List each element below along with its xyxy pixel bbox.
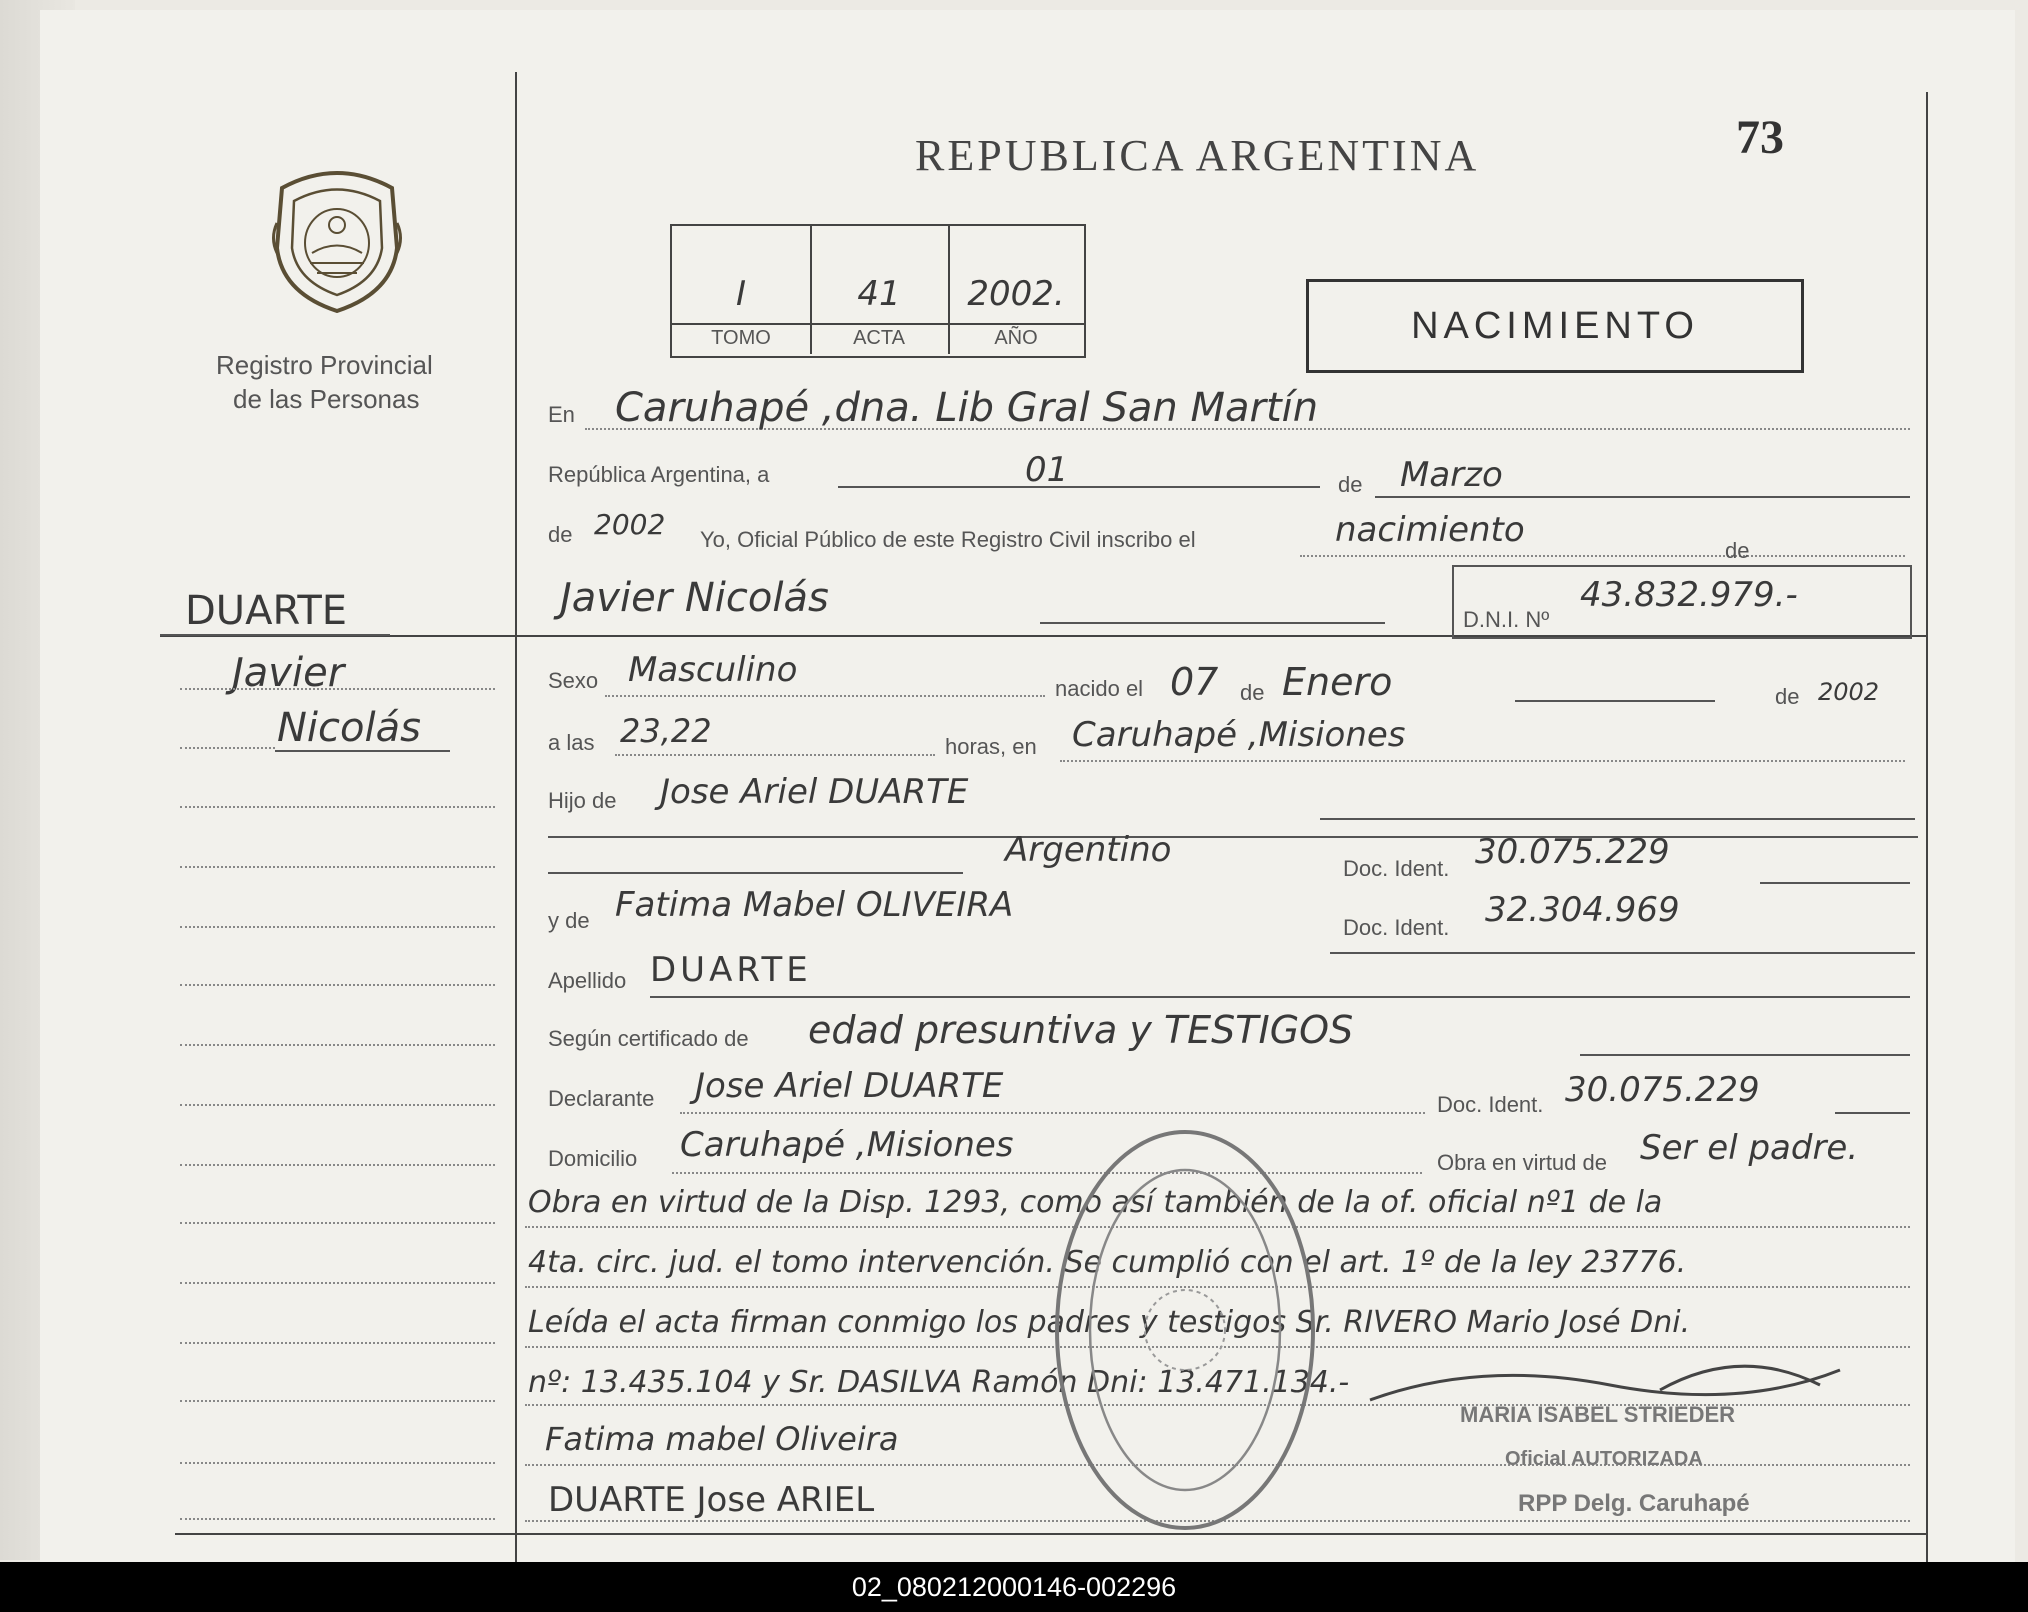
margin-line (180, 866, 495, 868)
de-label: de (1338, 472, 1363, 497)
birth-year: 2002 (1818, 678, 1880, 706)
sexo-label: Sexo (548, 668, 599, 693)
acta-cell (810, 226, 950, 354)
note-line-3: Leída el acta firman conmigo los padres y testigos Sr. RIVERO Mario José Dni. (528, 1305, 1691, 1340)
yde-label: y de (548, 908, 590, 933)
dni-value: 43.832.979.- (1580, 575, 1798, 615)
tomo-label: TOMO (672, 323, 810, 350)
father-nationality: Argentino (1005, 830, 1172, 870)
father-name: Jose Ariel DUARTE (660, 772, 969, 812)
acta-label: ACTA (810, 323, 948, 350)
official-title: Oficial AUTORIZADA (1505, 1448, 1703, 1470)
de-label-4: de (1775, 684, 1800, 709)
declarante-doc: 30.075.229 (1565, 1070, 1760, 1110)
mother-doc: 32.304.969 (1485, 890, 1680, 930)
mother-name: Fatima Mabel OLIVEIRA (615, 885, 1014, 925)
note-line-1: Obra en virtud de la Disp. 1293, como así también de la of. oficial nº1 de la (528, 1185, 1663, 1220)
month-line (1375, 496, 1910, 498)
birth-month: Enero (1282, 660, 1393, 704)
month-value: Marzo (1400, 455, 1503, 495)
page-number: 73 (1736, 111, 1784, 164)
en-value: Caruhapé ,dna. Lib Gral San Martín (615, 385, 1319, 431)
margin-surname: DUARTE (185, 588, 348, 634)
time-line (615, 754, 935, 756)
year-prefix-label: de (548, 522, 573, 547)
anio-label: AÑO (948, 323, 1084, 350)
de-label-3: de (1240, 680, 1265, 705)
margin-line (180, 1044, 495, 1046)
father-line-2 (548, 836, 1918, 838)
signature-father: DUARTE Jose ARIEL (548, 1480, 875, 1520)
mother-doc-label: Doc. Ident. (1343, 915, 1450, 940)
segun-line (1580, 1054, 1910, 1056)
declarante-label: Declarante (548, 1086, 655, 1111)
republica-label: República Argentina, a (548, 462, 770, 487)
obra-value: Ser el padre. (1640, 1128, 1859, 1168)
margin-line (180, 1400, 495, 1402)
margin-line (180, 1104, 495, 1106)
declarante-doc-label: Doc. Ident. (1437, 1092, 1544, 1117)
margin-line (180, 926, 495, 928)
margin-line (180, 806, 495, 808)
image-id-bar (0, 1562, 2028, 1612)
acta-value: 41 (857, 274, 901, 314)
nationality-pre-line (548, 872, 963, 874)
en-label: En (548, 402, 575, 427)
declarante-line (680, 1112, 1425, 1114)
birth-day: 07 (1170, 660, 1219, 704)
declarante-value: Jose Ariel DUARTE (695, 1066, 1004, 1106)
birth-place-line (1060, 760, 1905, 762)
margin-surname-underline (160, 634, 390, 636)
margin-line (180, 688, 495, 690)
margin-line (180, 1518, 495, 1520)
margin-line (180, 1462, 495, 1464)
margin-line (180, 1282, 495, 1284)
sexo-value: Masculino (628, 650, 798, 690)
de-label-2: de (1725, 538, 1750, 563)
alas-label: a las (548, 730, 595, 755)
obra-label: Obra en virtud de (1437, 1150, 1607, 1175)
horas-label: horas, en (945, 734, 1037, 759)
inscribe-value: nacimiento (1335, 510, 1525, 550)
note-line-2: 4ta. circ. jud. el tomo intervención. Se cumplió con el art. 1º de la ley 23776. (528, 1245, 1687, 1280)
official-office: RPP Delg. Caruhapé (1518, 1490, 1750, 1517)
domicilio-value: Caruhapé ,Misiones (680, 1125, 1014, 1165)
tomo-cell (672, 226, 812, 354)
birth-time: 23,22 (620, 712, 712, 750)
registration-box (670, 224, 1086, 358)
registry-name-line2: de las Personas (233, 384, 420, 414)
official-seal-stamp (1050, 1120, 1320, 1540)
anio-cell (948, 226, 1084, 354)
doc-label: Doc. Ident. (1343, 856, 1450, 881)
nacido-label: nacido el (1055, 676, 1144, 701)
birth-month-line (1515, 700, 1715, 702)
name-value: Javier Nicolás (560, 575, 829, 621)
apellido-value: DUARTE (650, 950, 812, 990)
birth-place: Caruhapé ,Misiones (1072, 715, 1406, 755)
provincial-crest-icon (262, 163, 412, 313)
dni-label: D.N.I. Nº (1463, 607, 1550, 632)
apellido-line (650, 996, 1910, 998)
margin-line (180, 984, 495, 986)
image-id-text: 02_080212000146-002296 (851, 1572, 1177, 1602)
tomo-value: I (735, 274, 747, 314)
apellido-label: Apellido (548, 968, 627, 993)
right-border (1926, 92, 1928, 1562)
inscribe-line (1300, 555, 1905, 557)
mother-line (1330, 952, 1915, 954)
father-doc-line (1760, 882, 1910, 884)
father-line (1320, 818, 1915, 820)
margin-given2: Nicolás (277, 705, 421, 751)
anio-value: 2002. (967, 274, 1065, 314)
margin-divider (515, 72, 517, 1562)
declarante-doc-line (1835, 1112, 1910, 1114)
father-doc: 30.075.229 (1475, 832, 1670, 872)
margin-line (180, 1342, 495, 1344)
year-value: 2002 (594, 508, 666, 541)
official-name: MARIA ISABEL STRIEDER (1460, 1402, 1736, 1427)
date-line (838, 486, 1320, 488)
domicilio-label: Domicilio (548, 1146, 638, 1171)
country-title: REPUBLICA ARGENTINA (915, 131, 1480, 180)
name-line (1040, 622, 1385, 624)
record-type-box: NACIMIENTO (1306, 279, 1804, 373)
official-text: Yo, Oficial Público de este Registro Civil inscribo el (700, 527, 1196, 552)
signature-mother: Fatima mabel Oliveira (545, 1420, 899, 1458)
margin-line (180, 1222, 495, 1224)
margin-given1: Javier (232, 650, 345, 696)
segun-label: Según certificado de (548, 1026, 749, 1051)
sexo-line (605, 695, 1045, 697)
margin-line (180, 747, 275, 749)
segun-value: edad presuntiva y TESTIGOS (808, 1008, 1354, 1052)
margin-given2-underline (275, 750, 450, 752)
hijo-label: Hijo de (548, 788, 617, 813)
note-line-4: nº: 13.435.104 y Sr. DASILVA Ramón Dni: 13.471.134.- (528, 1365, 1350, 1400)
margin-line (180, 1164, 495, 1166)
day-value: 01 (1025, 450, 1069, 490)
registry-name-line1: Registro Provincial (216, 350, 433, 380)
